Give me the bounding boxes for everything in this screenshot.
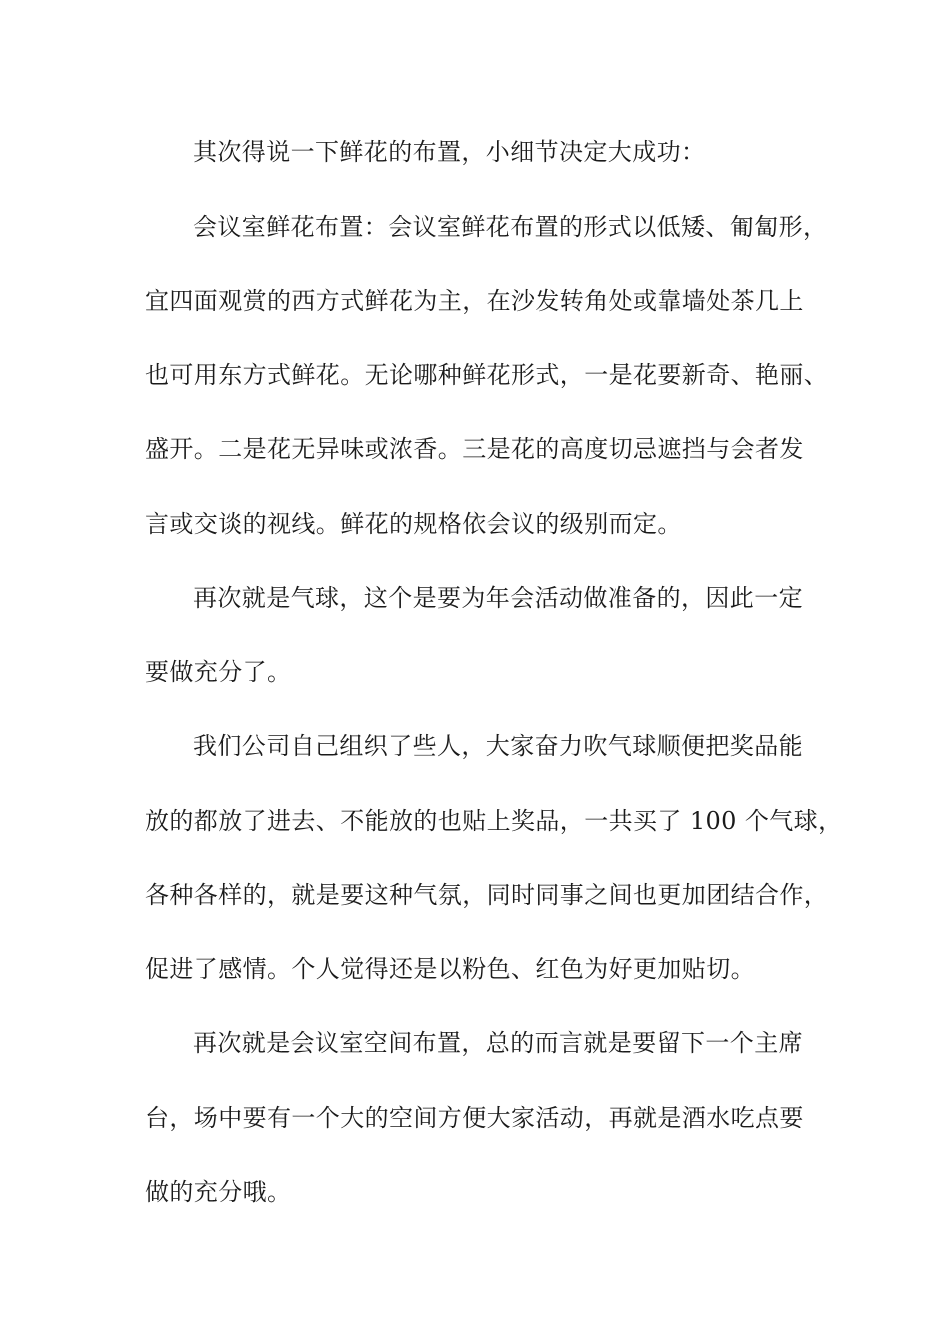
paragraph-4-line-2: 放的都放了进去、不能放的也贴上奖品，一共买了 100 个气球， <box>145 807 843 835</box>
paragraph-5-line-1: 再次就是会议室空间布置，总的而言就是要留下一个主席 <box>193 1029 803 1057</box>
paragraph-2-line-4: 盛开。二是花无异味或浓香。三是花的高度切忌遮挡与会者发 <box>145 435 804 463</box>
paragraph-2-line-3: 也可用东方式鲜花。无论哪种鲜花形式，一是花要新奇、艳丽、 <box>145 361 829 389</box>
paragraph-4-line-4: 促进了感情。个人觉得还是以粉色、红色为好更加贴切。 <box>145 955 755 983</box>
paragraph-3-line-1: 再次就是气球，这个是要为年会活动做准备的，因此一定 <box>193 584 803 612</box>
paragraph-4-line-1: 我们公司自己组织了些人，大家奋力吹气球顺便把奖品能 <box>193 732 803 760</box>
paragraph-5-line-2: 台，场中要有一个大的空间方便大家活动，再就是酒水吃点要 <box>145 1104 804 1132</box>
paragraph-2-line-1: 会议室鲜花布置：会议室鲜花布置的形式以低矮、匍匐形， <box>193 213 828 241</box>
paragraph-5-line-3: 做的充分哦。 <box>145 1178 292 1206</box>
paragraph-1-line-1: 其次得说一下鲜花的布置，小细节决定大成功： <box>193 138 706 166</box>
paragraph-4-line-3: 各种各样的，就是要这种气氛，同时同事之间也更加团结合作， <box>145 881 829 909</box>
paragraph-3-line-2: 要做充分了。 <box>145 658 292 686</box>
paragraph-2-line-2: 宜四面观赏的西方式鲜花为主，在沙发转角处或靠墙处茶几上 <box>145 287 804 315</box>
paragraph-2-line-5: 言或交谈的视线。鲜花的规格依会议的级别而定。 <box>145 510 682 538</box>
